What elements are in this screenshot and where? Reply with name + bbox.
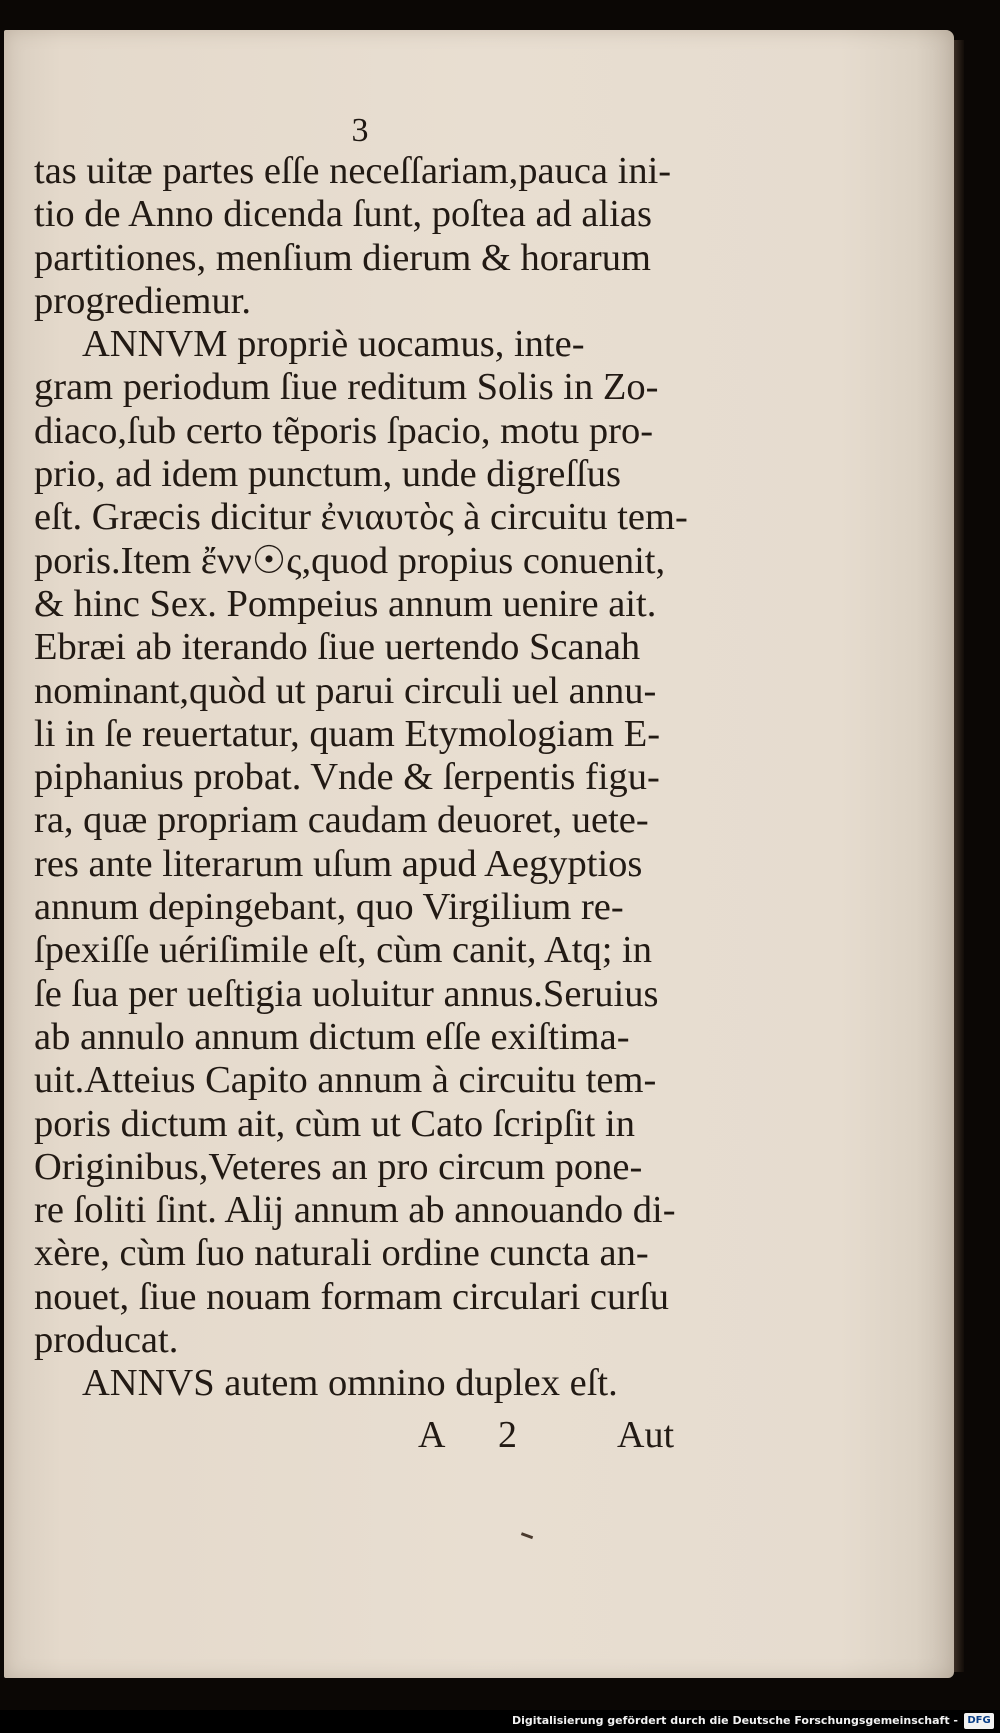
signature-letter: A: [418, 1414, 446, 1456]
text-line: ANNVM propriè uocamus, inte-: [82, 323, 585, 366]
text-line: xère, cùm ſuo naturali ordine cuncta an-: [34, 1232, 649, 1275]
text-line: eſt. Græcis dicitur ἐνιαυτὸς à circuitu tem-: [34, 496, 688, 539]
text-line: nominant,quòd ut parui circuli uel annu-: [34, 669, 657, 712]
text-line: ra, quæ propriam caudam deuoret, uete-: [34, 799, 649, 842]
signature-number: 2: [498, 1414, 517, 1456]
text-line: re ſoliti ſint. Alij annum ab annouando di-: [34, 1189, 676, 1232]
text-line: ſe ſua per ueſtigia uoluitur annus.Seruius: [34, 972, 659, 1015]
text-line: uit.Atteius Capito annum à circuitu tem-: [34, 1059, 657, 1102]
text-line: li in ſe reuertatur, quam Etymologiam E-: [34, 712, 661, 755]
footer-credit: Digitalisierung gefördert durch die Deutsche Forschungsgemeinschaft -: [511, 1714, 958, 1727]
text-line: piphanius probat. Vnde & ſerpentis figu-: [34, 756, 660, 799]
body-text: [34, 150, 694, 1406]
text-line: res ante literarum uſum apud Aegyptios: [34, 842, 643, 885]
signature-line: [0, 1413, 1000, 1463]
text-line: prio, ad idem punctum, unde digreſſus: [34, 453, 622, 496]
text-line: tas uitæ partes eſſe neceſſariam,pauca ini-: [34, 150, 672, 192]
text-line: nouet, ſiue nouam formam circulari curſu: [34, 1275, 670, 1318]
text-line: progrediemur.: [34, 279, 252, 322]
text-line: producat.: [34, 1319, 179, 1362]
dfg-logo: DFG: [964, 1713, 994, 1729]
text-line: diaco,ſub certo tẽporis ſpacio, motu pro-: [34, 409, 654, 452]
footer-bar: [0, 1710, 1000, 1733]
text-line: & hinc Sex. Pompeius annum uenire ait.: [34, 582, 657, 625]
text-line: ſpexiſſe uériſimile eſt, cùm canit, Atq; in: [34, 929, 652, 972]
catchword: Aut: [617, 1414, 674, 1456]
page-number: 3: [351, 112, 369, 149]
text-line: gram periodum ſiue reditum Solis in Zo-: [34, 366, 659, 409]
text-line: Ebræi ab iterando ſiue uertendo Scanah: [34, 626, 641, 669]
text-line: partitiones, menſium dierum & horarum: [34, 236, 651, 279]
text-line: poris.Item ἔνν☉ς,quod propius conuenit,: [34, 539, 666, 582]
text-line: annum depingebant, quo Virgilium re-: [34, 886, 624, 929]
text-line: ANNVS autem omnino duplex eſt.: [82, 1362, 618, 1405]
text-line: tio de Anno dicenda ſunt, poſtea ad alias: [34, 193, 652, 236]
text-line: ab annulo annum dictum eſſe exiſtima-: [34, 1015, 630, 1058]
text-line: poris dictum ait, cùm ut Cato ſcripſit in: [34, 1102, 635, 1145]
text-line: Originibus,Veteres an pro circum pone-: [34, 1145, 643, 1188]
